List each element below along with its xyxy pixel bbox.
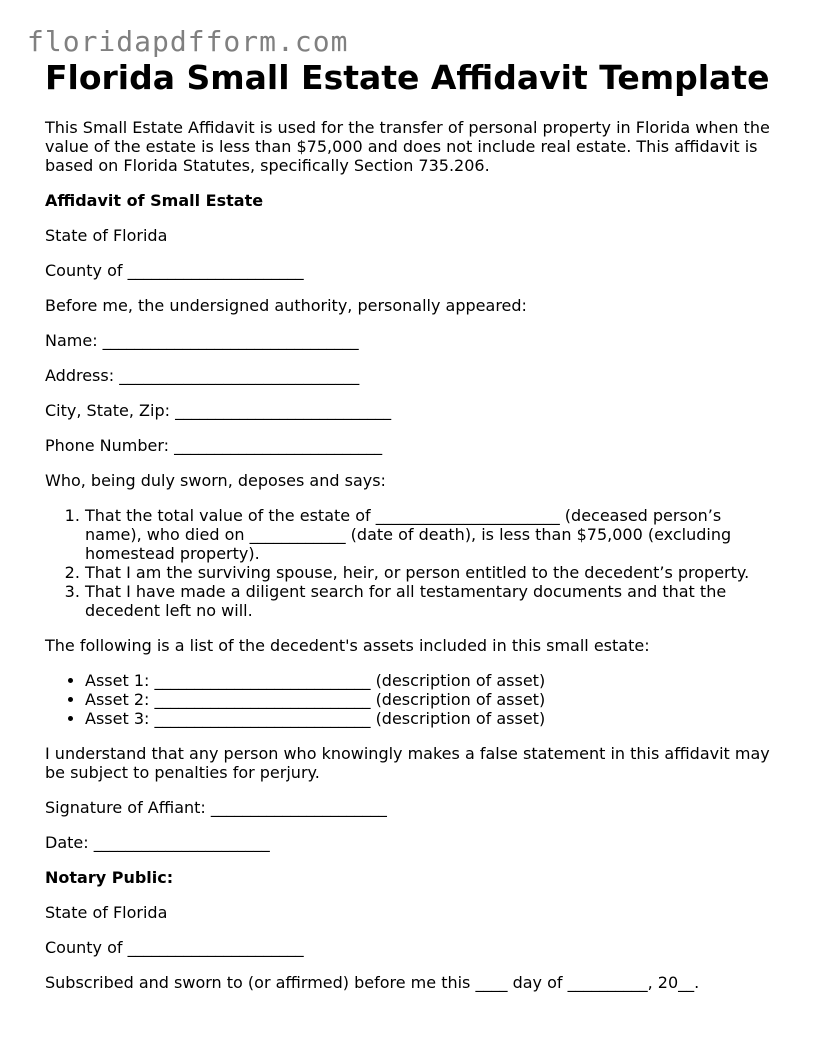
asset-item: • Asset 3: ___________________________ (description of asset) [85, 709, 775, 728]
subscribed-line: Subscribed and sworn to (or affirmed) before me this ____ day of __________, 20__. [45, 973, 700, 992]
watermark: floridapdfform.com [27, 25, 349, 58]
assets-intro: The following is a list of the decedent's assets included in this small estate: [45, 636, 650, 655]
signature-field: Signature of Affiant: ______________________ [45, 798, 387, 817]
name-field: Name: ________________________________ [45, 331, 359, 350]
address-field: Address: ______________________________ [45, 366, 360, 385]
asset-item: • Asset 1: ___________________________ (description of asset) [85, 671, 775, 690]
perjury-notice: I understand that any person who knowingly makes a false statement in this affidavit may be subject to penalties for perjury. [45, 744, 770, 782]
document-body [45, 58, 775, 1008]
statement-item: 3. That I have made a diligent search for all testamentary documents and that the decedent left no will. [85, 582, 775, 620]
affidavit-heading: Affidavit of Small Estate [45, 191, 264, 210]
date-field: Date: ______________________ [45, 833, 270, 852]
statement-list [45, 506, 775, 620]
statement-item: 2. That I am the surviving spouse, heir, or person entitled to the decedent’s property. [85, 563, 775, 582]
notary-county-field: County of ______________________ [45, 938, 304, 957]
page-title: Florida Small Estate Affidavit Template [45, 58, 770, 97]
intro-paragraph: This Small Estate Affidavit is used for the transfer of personal property in Florida when the value of the estate is less than $75,000 and does not include real estate. This affidavit is based on Florida Statutes, specifically Section 735.206. [45, 118, 770, 175]
phone-number-field: Phone Number: __________________________ [45, 436, 383, 455]
sworn-line: Who, being duly sworn, deposes and says: [45, 471, 386, 490]
county-field: County of ______________________ [45, 261, 304, 280]
notary-state-line: State of Florida [45, 903, 168, 922]
city-state-zip-field: City, State, Zip: ___________________________ [45, 401, 392, 420]
statement-item: 1. That the total value of the estate of _______________________ (deceased person’s name), who died on ____________ (date of death), is less than $75,000 (excluding homestead property). [85, 506, 775, 563]
notary-heading: Notary Public: [45, 868, 174, 887]
authority-line: Before me, the undersigned authority, personally appeared: [45, 296, 527, 315]
asset-item: • Asset 2: ___________________________ (description of asset) [85, 690, 775, 709]
state-line: State of Florida [45, 226, 168, 245]
asset-list [45, 671, 775, 728]
